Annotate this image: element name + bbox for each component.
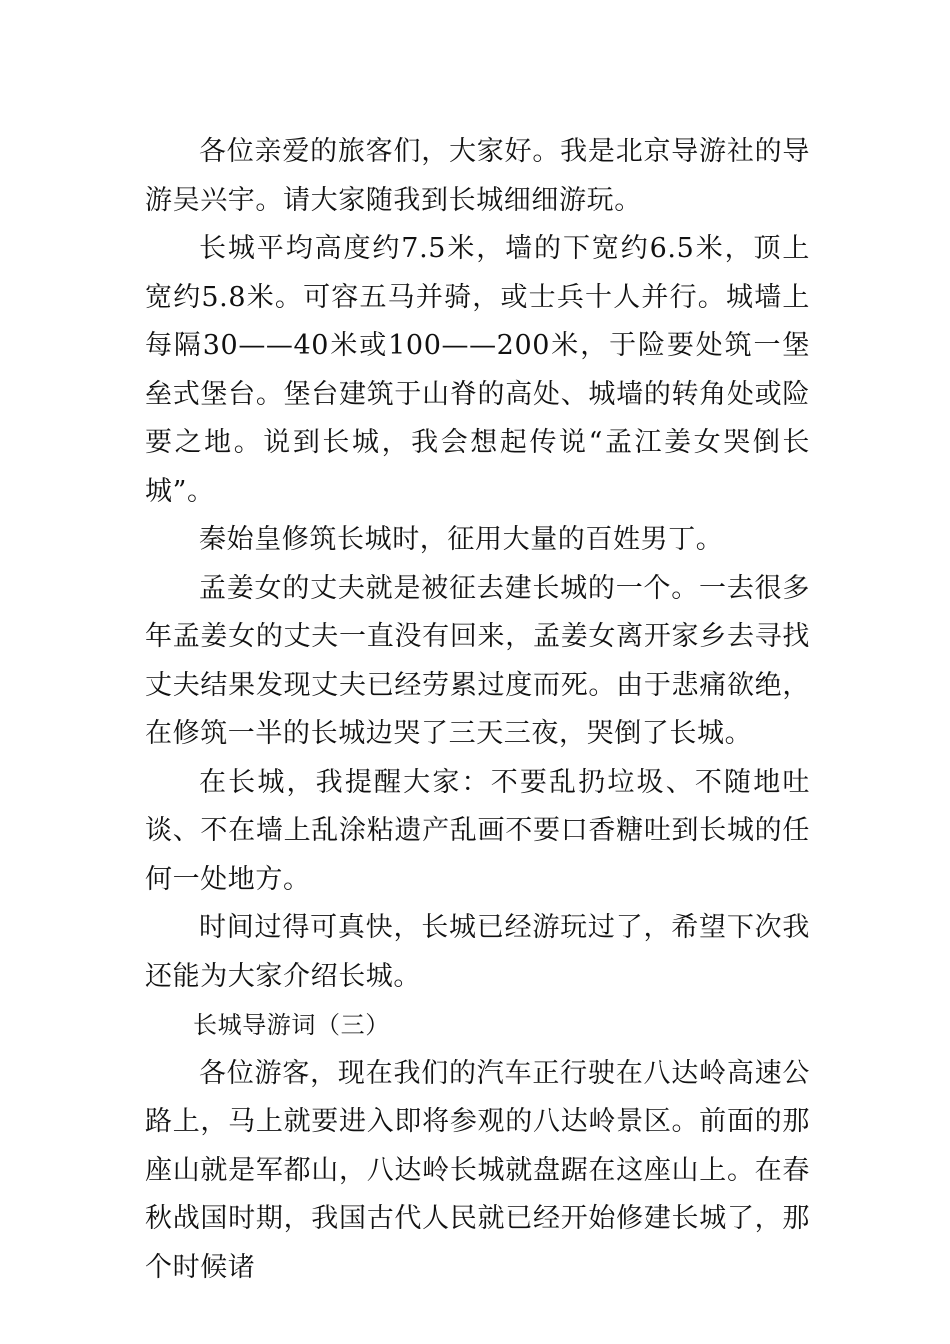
paragraph-meng-jiangnu: 孟姜女的丈夫就是被征去建长城的一个。一去很多年孟姜女的丈夫一直没有回来，孟姜女离开家乡去寻找丈夫结果发现丈夫已经劳累过度而死。由于悲痛欲绝，在修筑一半的长城边哭了三天三夜，哭倒了长城。 [145, 572, 810, 749]
paragraph-qin-shihuang: 秦始皇修筑长城时，征用大量的百姓男丁。 [199, 524, 724, 555]
section-heading: 长城导游词（三） [193, 1011, 390, 1039]
paragraph-reminder: 在长城，我提醒大家：不要乱扔垃圾、不随地吐谈、不在墙上乱涂粘遗产乱画不要口香糖吐到长城的任何一处地方。 [145, 766, 810, 895]
paragraph-wall-dimensions: 长城平均高度约7.5米，墙的下宽约6.5米，顶上宽约5.8米。可容五马并骑，或士兵十人并行。城墙上每隔30——40米或100——200米，于险要处筑一堡垒式堡台。堡台建筑于山脊的高处、城墙的转角处或险要之地。说到长城，我会想起传说“孟江姜女哭倒长城”。 [145, 233, 810, 507]
paragraph-farewell: 时间过得可真快，长城已经游玩过了，希望下次我还能为大家介绍长城。 [145, 912, 810, 992]
paragraph-greeting: 各位亲爱的旅客们，大家好。我是北京导游社的导游吴兴宇。请大家随我到长城细细游玩。 [145, 136, 810, 216]
document-body [145, 128, 810, 1292]
paragraph-badaling: 各位游客，现在我们的汽车正行驶在八达岭高速公路上，马上就要进入即将参观的八达岭景区。前面的那座山就是军都山，八达岭长城就盘踞在这座山上。在春秋战国时期，我国古代人民就已经开始修建长城了，那个时候诸 [145, 1057, 810, 1283]
